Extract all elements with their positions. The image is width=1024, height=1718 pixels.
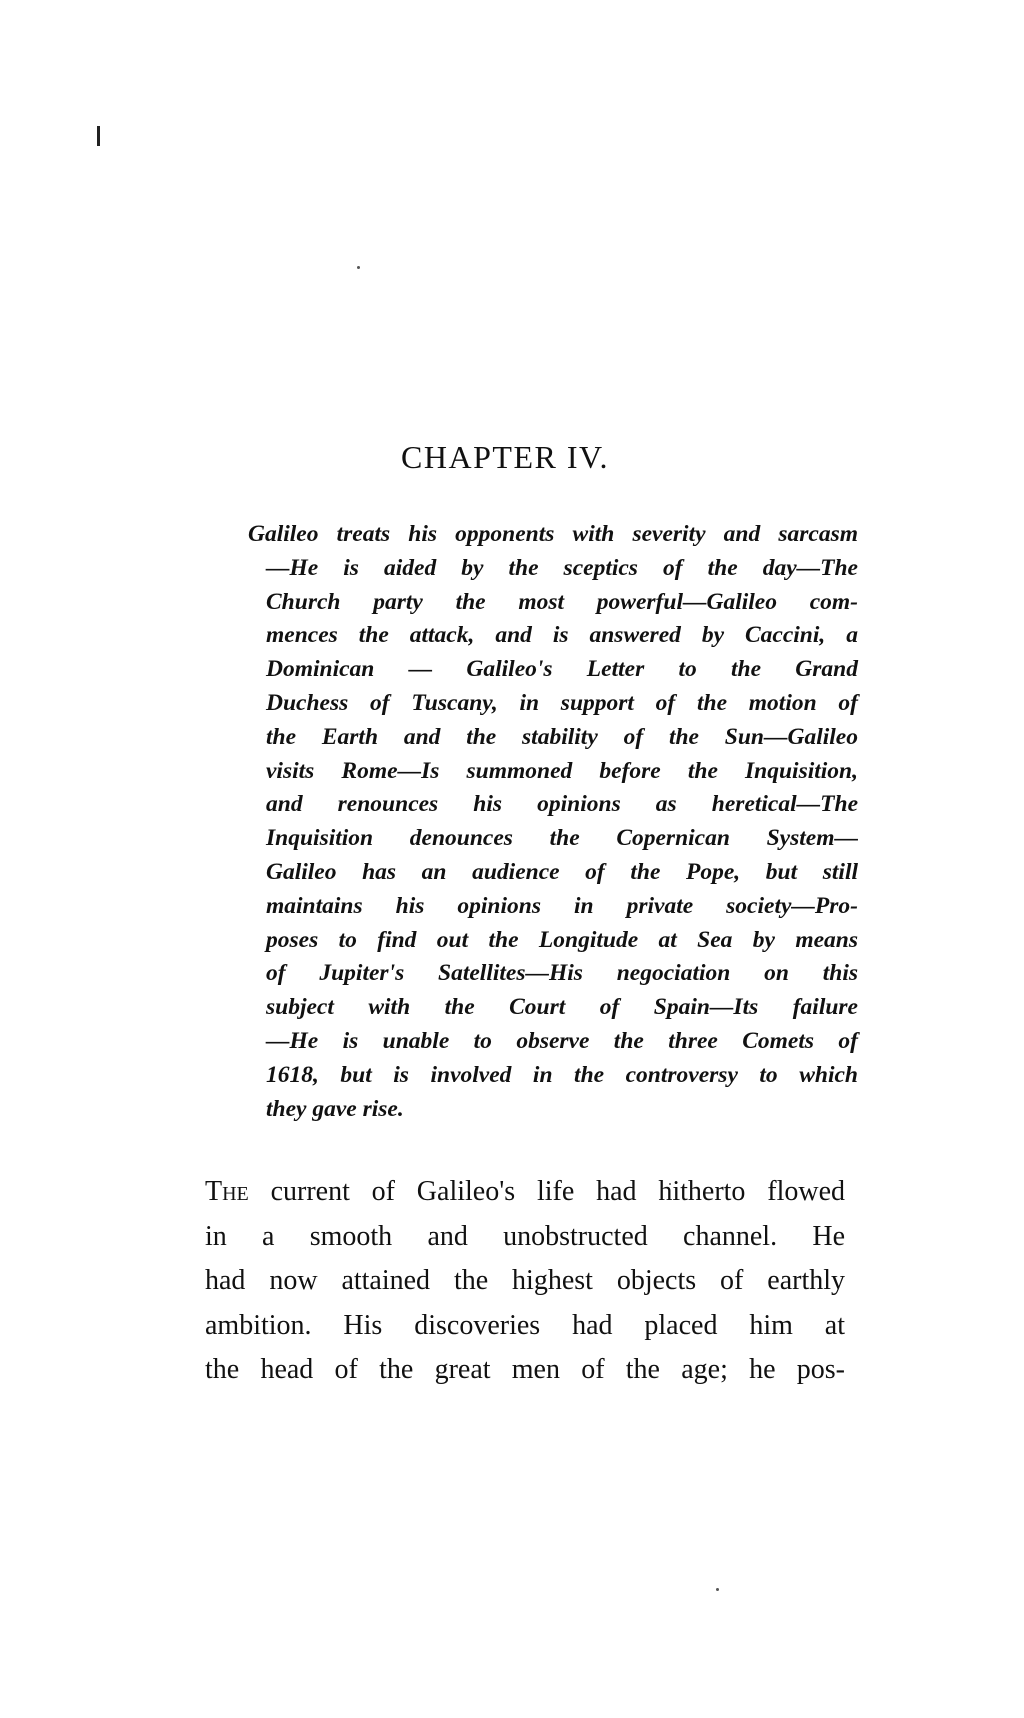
print-speck <box>716 1588 719 1591</box>
summary-line: subject with the Court of Spain—Its failure <box>266 994 858 1021</box>
summary-line: Duchess of Tuscany, in support of the motion of <box>266 689 858 716</box>
summary-line: mences the attack, and is answered by Caccini, a <box>266 622 858 649</box>
summary-line: the Earth and the stability of the Sun—Galileo <box>266 723 858 750</box>
summary-line: poses to find out the Longitude at Sea by means <box>266 926 858 953</box>
chapter-summary <box>248 518 858 1126</box>
drop-word: The <box>205 1176 249 1207</box>
body-paragraph <box>205 1170 845 1393</box>
margin-mark <box>97 126 100 146</box>
summary-line: Inquisition denounces the Copernican System— <box>266 825 858 852</box>
summary-line: Galileo treats his opponents with severity and sarcasm <box>248 521 858 547</box>
summary-line: Galileo has an audience of the Pope, but still <box>266 858 858 885</box>
body-line: the head of the great men of the age; he pos- <box>205 1354 845 1385</box>
summary-line: Church party the most powerful—Galileo com- <box>266 588 858 615</box>
summary-line: visits Rome—Is summoned before the Inquisition, <box>266 757 858 784</box>
body-line: had now attained the highest objects of earthly <box>205 1265 845 1296</box>
chapter-title: CHAPTER IV. <box>401 439 609 475</box>
body-line <box>205 1170 845 1215</box>
summary-line: —He is unable to observe the three Comets of <box>266 1027 858 1054</box>
body-line: ambition. His discoveries had placed him at <box>205 1309 845 1341</box>
summary-line: maintains his opinions in private society—Pro- <box>266 892 858 919</box>
summary-line: —He is aided by the sceptics of the day—The <box>266 554 858 581</box>
summary-line: of Jupiter's Satellites—His negociation on this <box>266 960 858 987</box>
summary-line: they gave rise. <box>266 1095 404 1122</box>
summary-line: 1618, but is involved in the controversy to which <box>266 1061 858 1088</box>
body-line-text: current of Galileo's life had hitherto flowed <box>248 1176 845 1207</box>
summary-line: and renounces his opinions as heretical—The <box>266 791 858 818</box>
summary-line: Dominican — Galileo's Letter to the Grand <box>266 656 858 683</box>
print-speck <box>357 266 360 269</box>
body-line: in a smooth and unobstructed channel. He <box>205 1220 845 1252</box>
